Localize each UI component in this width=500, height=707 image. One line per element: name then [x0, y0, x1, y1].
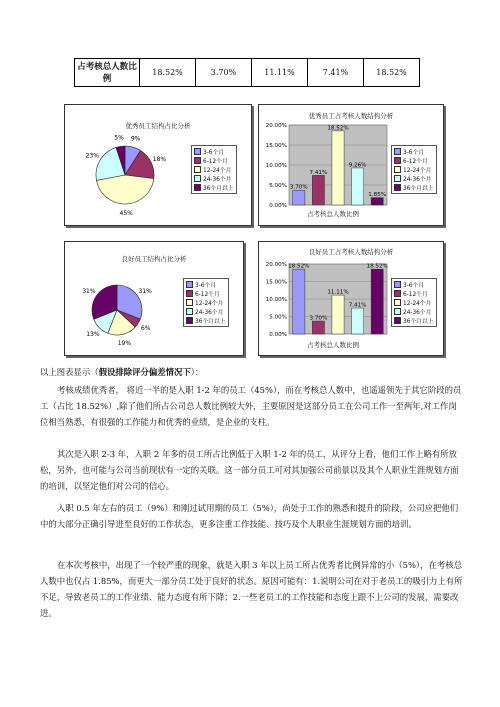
summary-table: [74, 58, 420, 87]
bar: [332, 295, 344, 334]
chart-title: 优秀员工结构占比分析: [125, 122, 191, 130]
pie-label: 6%: [140, 325, 151, 333]
legend-swatch: [394, 299, 401, 306]
good-bar-chart: [258, 241, 444, 356]
legend-item: [186, 289, 226, 298]
excellent-pie-chart: [64, 104, 252, 226]
legend-item: [194, 147, 234, 156]
chart-title: 良好员工占考核人数结构分析: [308, 248, 394, 256]
bar-value-label: 9.26%: [348, 162, 367, 169]
bar: [371, 198, 383, 205]
legend-label: 3-6个月: [403, 283, 425, 289]
legend-label: 12-24个月: [403, 168, 432, 174]
legend-label: 6-12个月: [195, 292, 220, 298]
table-cell: 7.41%: [308, 59, 364, 87]
legend-item: [394, 307, 434, 316]
legend-label: 6-12个月: [403, 159, 428, 165]
y-tick-label: 15.00%: [265, 143, 287, 149]
legend-item: [394, 316, 434, 325]
paragraph-4: 在本次考核中，出现了一个较严重的现象，就是入职 3 年以上员工所占优秀者比例异常的小（5%），在考核总人数中也仅占 1.85%，而更大一部分员工处于良好的状态。原因可能有：1.说明公司在对于老员工的吸引力上有所不足，导致老员工的工作业绩、能力态度有所下降；2.一些老员工的工作技能和态度上跟不上公司的发展，需要改进。: [40, 560, 463, 618]
legend-swatch: [186, 317, 193, 324]
legend-item: [394, 156, 434, 165]
pie-slice: [97, 175, 154, 204]
legend-label: 12-24个月: [403, 301, 432, 307]
legend-label: 12-24个月: [203, 168, 232, 174]
legend-swatch: [194, 184, 201, 191]
legend-label: 36个月以上: [403, 186, 434, 192]
bar-value-label: 7.41%: [348, 302, 367, 309]
bar-value-label: 3.70%: [289, 184, 308, 191]
table-cell: 11.11%: [252, 59, 308, 87]
legend-label: 3-6个月: [195, 283, 217, 289]
y-tick-label: 20.00%: [265, 262, 287, 268]
legend-swatch: [394, 317, 401, 324]
pie-label: 19%: [117, 340, 132, 348]
legend-item: [394, 174, 434, 183]
pie-label: 5%: [114, 134, 124, 142]
legend-swatch: [186, 281, 193, 288]
paragraph-2: 其次是入职 2-3 年，入职 2 年多的员工所占比例低于入职 1-2 年的员工，从评分上看，他们工作上略有所放松，另外，也可能与公司当前现状有一定的关联。这一部分员工可对其加强公司前景以及其个人职业生涯规划方面的培训，以坚定他们对公司的信心。: [40, 449, 459, 491]
legend-swatch: [394, 281, 401, 288]
legend-item: [194, 156, 234, 165]
legend-item: [394, 183, 434, 192]
bar: [312, 321, 324, 334]
table-header-cell: 占考核总人数比例: [75, 59, 140, 87]
good-pie-chart: [64, 241, 244, 356]
pie-label: 13%: [86, 331, 100, 339]
legend-label: 24-36个月: [403, 177, 432, 183]
bar-value-label: 3.70%: [309, 315, 328, 322]
legend-label: 6-12个月: [203, 159, 228, 165]
y-tick-label: 5.00%: [269, 183, 287, 189]
legend-label: 36个月以上: [203, 186, 234, 192]
legend-item: [194, 165, 234, 174]
pie-label: 31%: [138, 287, 152, 295]
legend-item: [394, 298, 434, 307]
intro-pre: 以上图表显示（: [40, 367, 99, 377]
pie-label: 18%: [152, 155, 167, 163]
y-tick-label: 15.00%: [265, 279, 287, 286]
intro-bold: 假设排除评分偏差情况下: [98, 367, 191, 377]
chart-title: 良好员工结构占比分析: [121, 255, 187, 263]
legend-swatch: [394, 148, 401, 155]
pie-label: 23%: [85, 152, 99, 160]
table-row: [75, 59, 420, 87]
legend-swatch: [194, 166, 201, 173]
y-tick-label: 0.00%: [269, 332, 287, 338]
table-cell: 18.52%: [140, 59, 196, 87]
legend-label: 3-6个月: [403, 150, 425, 156]
bar-value-label: 18.52%: [327, 125, 349, 132]
excellent-bar-chart: [258, 104, 444, 226]
chart-legend: [391, 278, 437, 327]
legend-item: [186, 298, 226, 307]
bar-value-label: 18.52%: [288, 263, 310, 270]
legend-swatch: [194, 175, 201, 182]
legend-swatch: [186, 308, 193, 315]
y-tick-label: 10.00%: [265, 297, 287, 303]
legend-swatch: [394, 157, 401, 164]
pie-label: 31%: [82, 287, 96, 295]
intro-post: ）：: [190, 367, 204, 377]
bar: [352, 168, 364, 205]
legend-label: 24-36个月: [203, 177, 232, 183]
legend-label: 24-36个月: [403, 310, 432, 316]
bar-value-label: 7.41%: [309, 169, 328, 176]
legend-item: [186, 280, 226, 289]
legend-swatch: [394, 175, 401, 182]
legend-item: [194, 174, 234, 183]
bar: [293, 269, 305, 334]
paragraph-3: 入职 0.5 年左右的员工（9%）和刚过试用期的员工（5%），尚处于工作的熟悉和提升的阶段，公司应把他们中的大部分正确引导进至良好的工作状态，更多注重工作技能、技巧及个人职业生涯规划方面的培训。: [40, 503, 459, 529]
legend-label: 6-12个月: [403, 292, 428, 298]
legend-item: [194, 183, 234, 192]
bar: [352, 308, 364, 334]
legend-label: 12-24个月: [195, 301, 224, 307]
y-tick-label: 5.00%: [269, 314, 287, 321]
legend-label: 36个月以上: [403, 319, 434, 325]
chart-legend: [191, 145, 237, 194]
y-tick-label: 10.00%: [265, 163, 287, 169]
legend-item: [394, 165, 434, 174]
y-tick-label: 20.00%: [265, 123, 287, 129]
legend-label: 3-6个月: [203, 150, 225, 156]
legend-swatch: [194, 148, 201, 155]
chart-title: 优秀员工占考核人数结构分析: [308, 112, 394, 120]
bar: [371, 269, 383, 334]
table-cell: 18.52%: [364, 59, 420, 87]
pie-label: 9%: [130, 135, 141, 143]
intro-line: [40, 364, 465, 380]
y-tick-label: 0.00%: [269, 203, 287, 209]
legend-item: [394, 280, 434, 289]
table-cell: 3.70%: [196, 59, 252, 87]
legend-swatch: [186, 299, 193, 306]
legend-item: [186, 307, 226, 316]
legend-item: [394, 289, 434, 298]
legend-swatch: [186, 290, 193, 297]
bar: [312, 175, 324, 205]
legend-swatch: [194, 157, 201, 164]
legend-swatch: [394, 308, 401, 315]
legend-label: 24-36个月: [195, 310, 224, 316]
legend-swatch: [394, 184, 401, 191]
bar: [332, 131, 344, 205]
bar-value-label: 1.85%: [368, 192, 387, 199]
bar: [293, 190, 305, 205]
paragraph-1: 考核成绩优秀者， 将近一半的是入职 1-2 年的员工（45%），而在考核总人数中，也遥遥领先于其它阶段的员工（占比 18.52%）,除了他们所占公司总人数比例较大外，主要原因是这部分员工在公司工作一至两年,对工作岗位相当熟悉，有很强的工作能力和优秀的业绩，是企业的支柱。: [40, 385, 462, 427]
legend-item: [394, 147, 434, 156]
x-axis-label: 占考核总人数比例: [307, 341, 359, 349]
legend-label: 36个月以上: [195, 319, 226, 325]
chart-legend: [183, 278, 229, 327]
bar-value-label: 11.11%: [327, 289, 349, 296]
x-axis-label: 占考核总人数比例: [307, 210, 359, 218]
bar-value-label: 18.52%: [366, 263, 388, 270]
chart-legend: [391, 145, 437, 194]
legend-swatch: [394, 290, 401, 297]
legend-item: [186, 316, 226, 325]
pie-label: 45%: [119, 209, 133, 217]
legend-swatch: [394, 166, 401, 173]
